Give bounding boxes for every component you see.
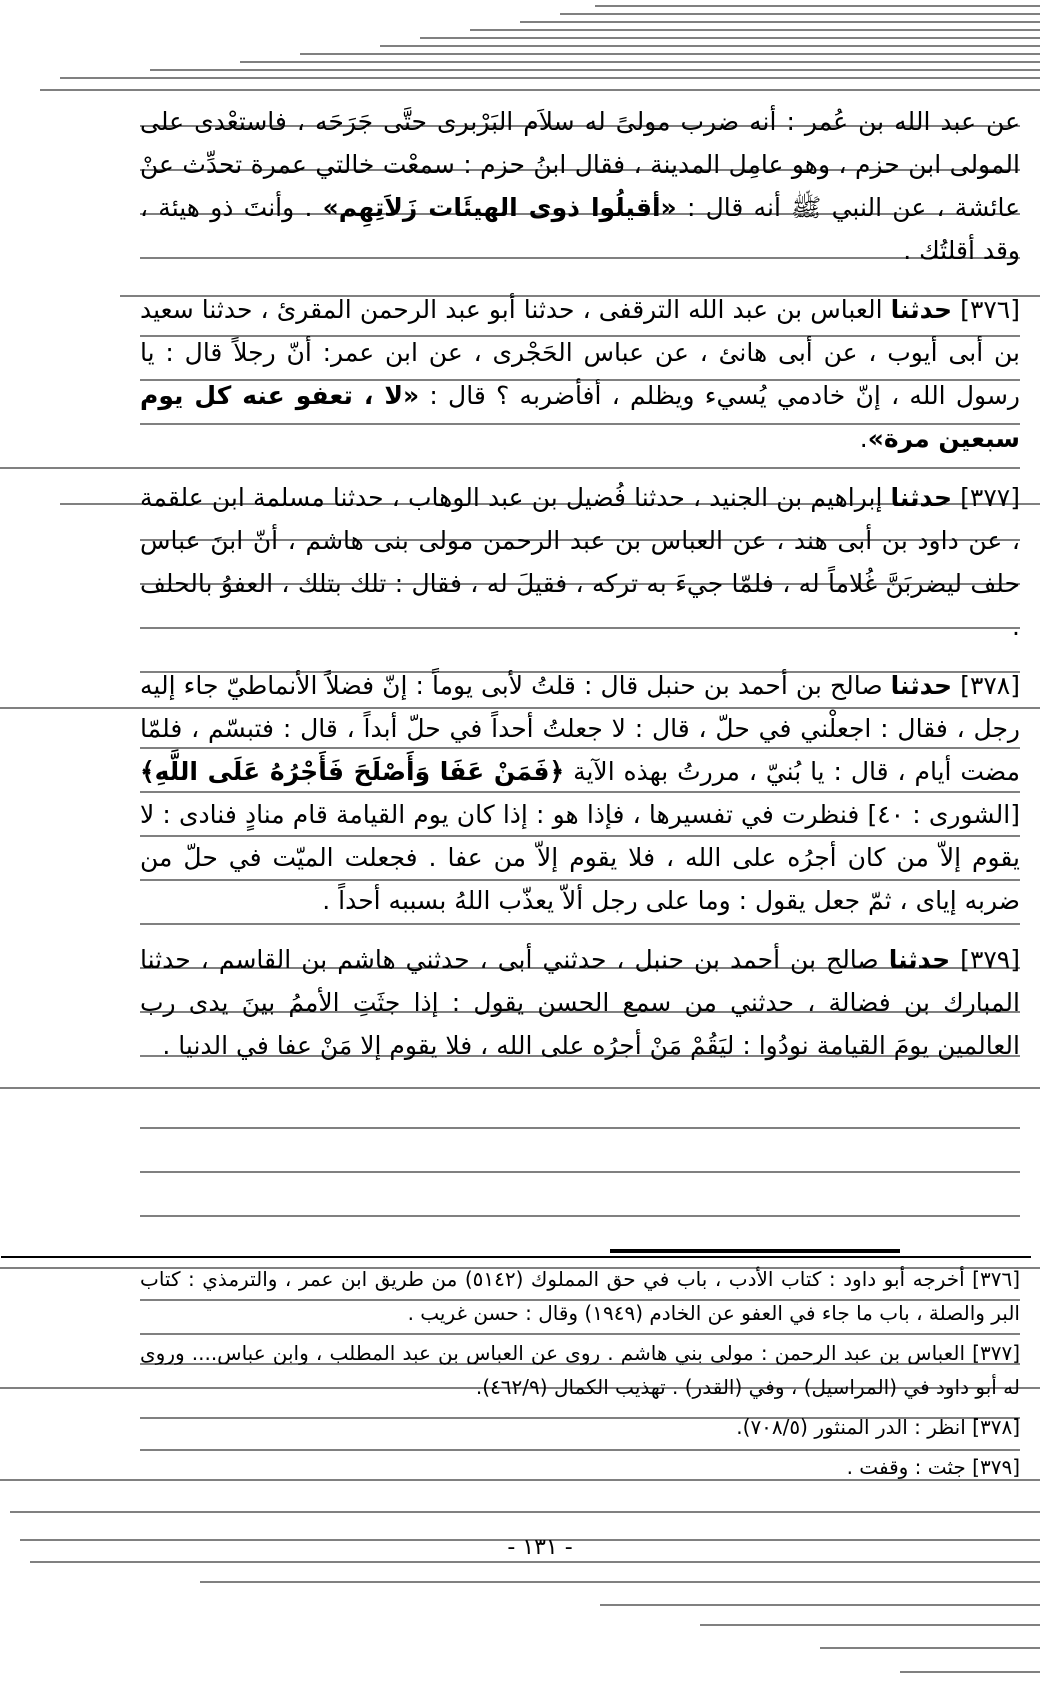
quran-verse: ﴿فَمَنْ عَفَا وَأَصْلَحَ فَأَجْرُهُ عَلَى اللَّهِ﴾ [140, 757, 565, 786]
hadith-lead: حدثنا [890, 483, 952, 512]
footnote-379 [140, 1450, 1020, 1484]
footnote-text: انظر : الدر المنثور (٧٠٨/٥). [736, 1415, 966, 1439]
footnote-text: أخرجه أبو داود : كتاب الأدب ، باب في حق المملوك (٥١٤٢) من طريق ابن عمر ، والترمذي : كتاب البر والصلة ، باب ما جاء في العفو عن الخادم (١٩٤٩) وقال : حسن غريب . [140, 1267, 1020, 1325]
hadith-number: [٣٧٨] [960, 671, 1020, 700]
paragraph-tail: . وأنتَ ذو هيئة ، وقد أقلتُك . [140, 193, 1020, 265]
main-text [140, 100, 1020, 1067]
paragraph-tail: . [859, 424, 868, 453]
footnote-378 [140, 1410, 1020, 1444]
paragraph-375-continuation [140, 100, 1020, 272]
hadith-lead: حدثنا [890, 671, 953, 700]
footnote-number: [٣٧٦] [972, 1267, 1021, 1291]
paragraph-377 [140, 476, 1020, 648]
hadith-number: [٣٧٧] [960, 483, 1020, 512]
page-number: - ١٣١ - [507, 1535, 573, 1560]
footnote-text: العباس بن عبد الرحمن : مولى بني هاشم . روى عن العباس بن عبد المطلب ، وابن عباس.... وروى له أبو داود في (المراسيل) ، وفي (القدر) . تهذيب الكمال (٤٦٢/٩). [140, 1341, 1020, 1399]
paragraph-378 [140, 664, 1020, 922]
footnote-377 [140, 1336, 1020, 1404]
footnote-short-separator [610, 1249, 900, 1253]
hadith-quote: «لا ، تعفو عنه كل يوم سبعين مرة» [140, 381, 1020, 453]
hadith-lead: حدثنا [888, 945, 951, 974]
footnote-separator [1, 1256, 1031, 1258]
hadith-number: [٣٧٦] [960, 295, 1020, 324]
paragraph-379 [140, 938, 1020, 1067]
footnote-376 [140, 1262, 1020, 1330]
footnotes [140, 1262, 1020, 1490]
footnote-number: [٣٧٩] [972, 1455, 1020, 1479]
paragraph-376 [140, 288, 1020, 460]
paragraph-body: العباس بن عبد الله الترقفى ، حدثنا أبو عبد الرحمن المقرئ ، حدثنا سعيد بن أبى أيوب ، عن أبى هانئ ، عن عباس الحَجْرى ، عن ابن عمر: أنّ رجلاً قال : يا رسول الله ، إنّ خادمي يُسيء ويظلم ، أفأضربه ؟ قال : [140, 295, 1020, 410]
footnote-number: [٣٧٧] [972, 1341, 1021, 1365]
paragraph-body: عن عبد الله بن عُمر : أنه ضرب مولىً له سلاَم البَرْبرى حتَّى جَرَحَه ، فاستعْدى على المولى ابن حزم ، وهو عامِل المدينة ، فقال ابنُ حزم : سمعْت خالتي عمرة تحدِّث عنْ عائشة ، عن النبي ﷺ أنه قال : [140, 107, 1021, 222]
paragraph-body: صالح بن أحمد بن حنبل قال : قلتُ لأبى يوماً : إنّ فضلاً الأنماطيّ جاء إليه رجل ، فقال : اجعلْني في حلّ ، قال : لا جعلتُ أحداً في حلّ أبداً ، قال : فتبسّم ، فلمّا مضت أيام ، قال : يا بُنيّ ، مررتُ بهذه الآية [140, 671, 1020, 786]
hadith-number: [٣٧٩] [960, 945, 1020, 974]
hadith-lead: حدثنا [890, 295, 953, 324]
hadith-quote: «أقيلُوا ذوى الهيئَات زَلاَتِهِم» [322, 193, 677, 222]
paragraph-body: صالح بن أحمد بن حنبل ، حدثني أبى ، حدثني هاشم بن القاسم ، حدثنا المبارك بن فضالة ، حدثني من سمع الحسن يقول : إذا جثَتِ الأممُ بينَ يدى رب العالمين يومَ القيامة نودُوا : ليَقُمْ مَنْ أجرُه على الله ، فلا يقوم إلا مَنْ عفا في الدنيا . [140, 945, 1020, 1060]
footnote-text: جثت : وقفت . [846, 1455, 966, 1479]
footnote-number: [٣٧٨] [972, 1415, 1020, 1439]
paragraph-tail: [الشورى : ٤٠] فنظرت في تفسيرها ، فإذا هو : إذا كان يوم القيامة قام منادٍ فنادى : لا يقوم إلاّ من كان أجرُه على الله ، فلا يقوم إلاّ من عفا . فجعلت الميّت في حلّ من ضربه إياى ، ثمّ جعل يقول : وما على رجل ألاّ يعذّب اللهُ بسببه أحداً . [140, 800, 1020, 915]
paragraph-body: إبراهيم بن الجنيد ، حدثنا فُضيل بن عبد الوهاب ، حدثنا مسلمة ابن علقمة ، عن داود بن أبى هند ، عن العباس بن عبد الرحمن مولى بنى هاشم ، أنّ ابنَ عباس حلف ليضربَنَّ غُلاماً له ، فلمّا جيءَ به تركه ، فقيلَ له ، فقال : تلك بتلك ، العفوُ بالحلف . [140, 483, 1020, 641]
